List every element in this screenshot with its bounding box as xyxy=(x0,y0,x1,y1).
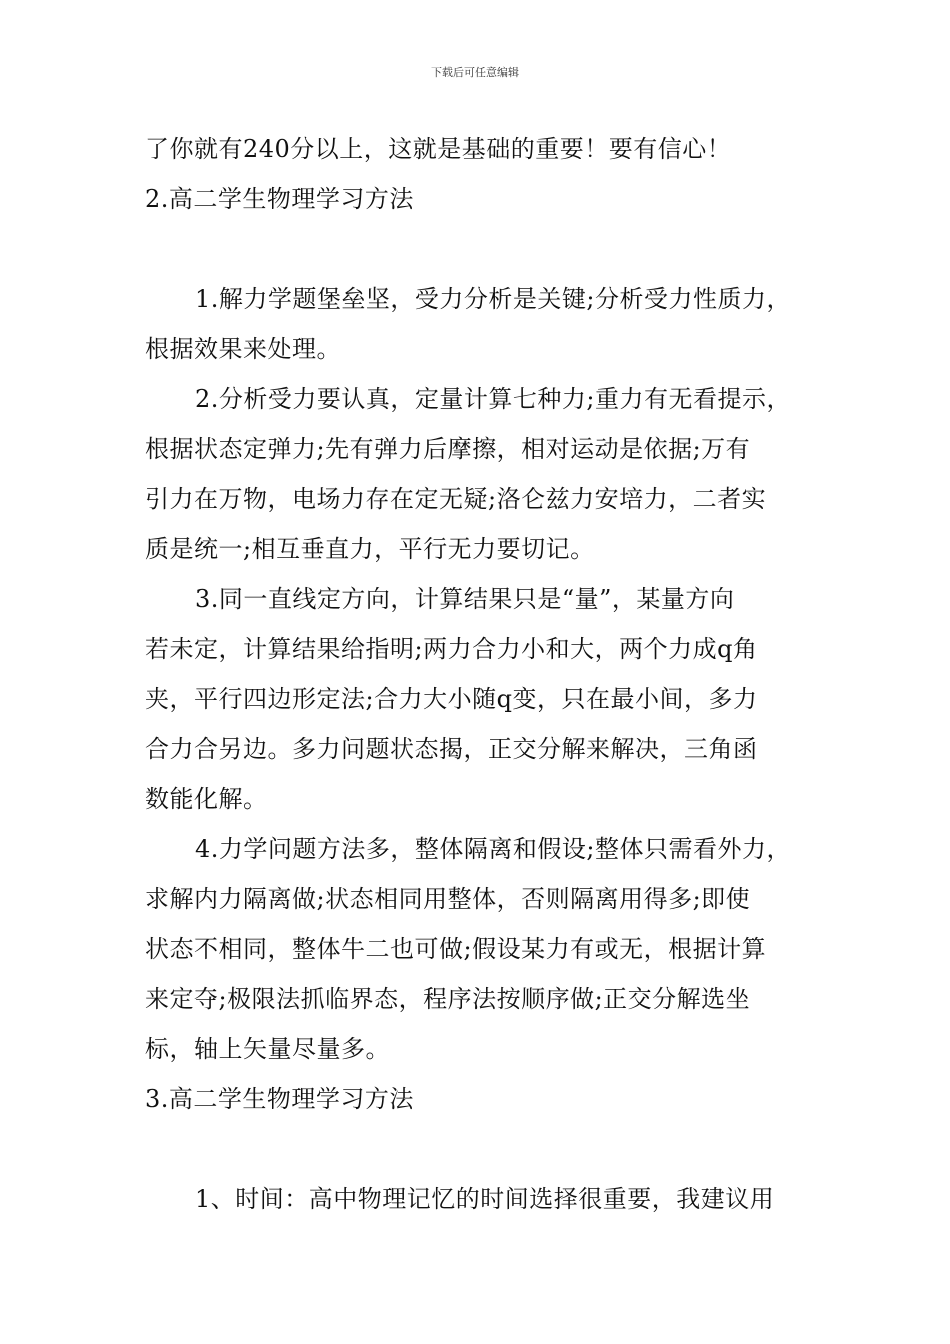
text-line: 了你就有240分以上，这就是基础的重要！要有信心！ xyxy=(145,135,732,163)
page-header: 下载后可任意编辑 xyxy=(431,66,519,79)
section-heading: 2.高二学生物理学习方法 xyxy=(145,185,414,213)
text-line: 根据效果来处理。 xyxy=(145,335,341,363)
text-line: 1.解力学题堡垒坚，受力分析是关键;分析受力性质力， xyxy=(195,285,791,313)
text-line: 来定夺;极限法抓临界态，程序法按顺序做;正交分解选坐 xyxy=(145,985,751,1013)
text-line: 引力在万物，电场力存在定无疑;洛仑兹力安培力，二者实 xyxy=(145,485,767,513)
text-line: 标，轴上矢量尽量多。 xyxy=(145,1035,390,1063)
text-line: 3.同一直线定方向，计算结果只是“量”，某量方向 xyxy=(195,585,735,613)
text-line: 若未定，计算结果给指明;两力合力小和大，两个力成q角 xyxy=(145,635,758,663)
text-line: 状态不相同，整体牛二也可做;假设某力有或无，根据计算 xyxy=(145,935,767,963)
text-line: 合力合另边。多力问题状态揭，正交分解来解决，三角函 xyxy=(145,735,758,763)
text-line: 4.力学问题方法多，整体隔离和假设;整体只需看外力， xyxy=(195,835,791,863)
text-line: 根据状态定弹力;先有弹力后摩擦，相对运动是依据;万有 xyxy=(145,435,751,463)
text-line: 夹，平行四边形定法;合力大小随q变，只在最小间，多力 xyxy=(145,685,758,713)
text-line: 质是统一;相互垂直力，平行无力要切记。 xyxy=(145,535,595,563)
section-heading: 3.高二学生物理学习方法 xyxy=(145,1085,414,1113)
text-line: 1、时间：高中物理记忆的时间选择很重要，我建议用 xyxy=(195,1185,775,1213)
text-line: 求解内力隔离做;状态相同用整体，否则隔离用得多;即使 xyxy=(145,885,751,913)
text-line: 数能化解。 xyxy=(145,785,268,813)
text-line: 2.分析受力要认真，定量计算七种力;重力有无看提示， xyxy=(195,385,791,413)
